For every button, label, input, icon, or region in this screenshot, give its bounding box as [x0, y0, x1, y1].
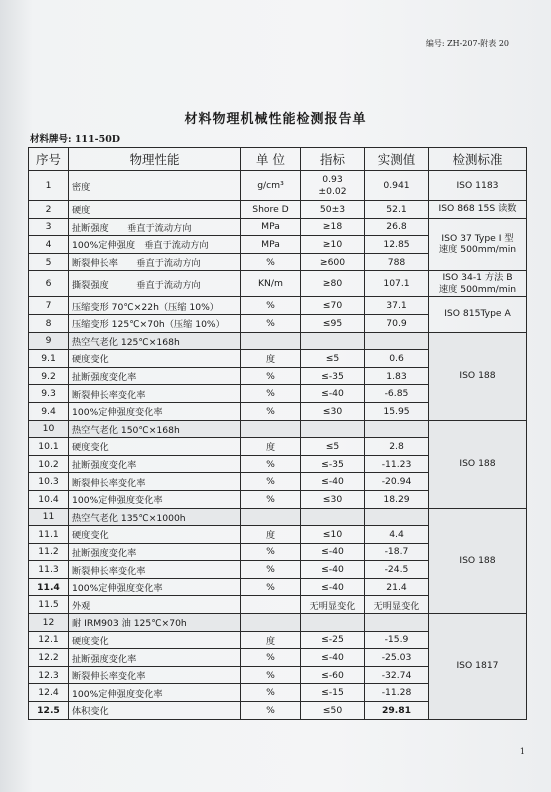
row-number: 11.3 [29, 561, 69, 579]
unit-value: % [241, 314, 301, 332]
property-name: 热空气老化 125℃×168h [69, 332, 241, 350]
property-name: 扯断强度 垂直于流动方向 [69, 218, 241, 236]
specification-value: ≤-35 [301, 455, 365, 473]
column-header-measured: 实测值 [365, 148, 429, 171]
measured-value: -24.5 [365, 561, 429, 579]
page-number: 1 [519, 747, 525, 756]
property-name: 断裂伸长率变化率 [69, 561, 241, 579]
row-number: 12.3 [29, 666, 69, 684]
specification-value: ≤-35 [301, 367, 365, 385]
unit-value: % [241, 473, 301, 491]
test-results-table [28, 147, 527, 720]
measured-value: 26.8 [365, 218, 429, 236]
measured-value: 1.83 [365, 367, 429, 385]
specification-value: ≤5 [301, 350, 365, 368]
measured-value [365, 508, 429, 526]
unit-value: MPa [241, 236, 301, 254]
measured-value: 2.8 [365, 438, 429, 456]
test-standard: ISO 34-1 方法 B 速度 500mm/min [429, 271, 527, 297]
specification-value: ≤-40 [301, 561, 365, 579]
unit-value: % [241, 455, 301, 473]
specification-value: ≤-40 [301, 578, 365, 596]
specification-value: ≥600 [301, 253, 365, 271]
row-number: 12.5 [29, 702, 69, 720]
measured-value: 4.4 [365, 526, 429, 544]
table-row [29, 171, 527, 201]
specification-value [301, 332, 365, 350]
row-number: 11 [29, 508, 69, 526]
section-row [29, 332, 527, 350]
row-number: 12.4 [29, 684, 69, 702]
specification-value: ≤-40 [301, 649, 365, 667]
report-title: 材料物理机械性能检测报告单 [184, 112, 367, 127]
unit-value [241, 596, 301, 614]
measured-value: 52.1 [365, 201, 429, 219]
measured-value: -20.94 [365, 473, 429, 491]
unit-value: % [241, 490, 301, 508]
test-standard: ISO 1817 [429, 614, 527, 720]
row-number: 7 [29, 297, 69, 315]
unit-value [241, 420, 301, 438]
measured-value: -15.9 [365, 631, 429, 649]
measured-value: 107.1 [365, 271, 429, 297]
unit-value: % [241, 649, 301, 667]
row-number: 9.1 [29, 350, 69, 368]
test-standard: ISO 188 [429, 332, 527, 420]
unit-value: % [241, 543, 301, 561]
unit-value: % [241, 666, 301, 684]
unit-value: 度 [241, 631, 301, 649]
property-name: 扯断强度变化率 [69, 649, 241, 667]
unit-value: % [241, 402, 301, 420]
unit-value [241, 332, 301, 350]
property-name: 硬度变化 [69, 526, 241, 544]
table-body [29, 171, 527, 720]
measured-value: 37.1 [365, 297, 429, 315]
property-name: 硬度变化 [69, 631, 241, 649]
specification-value: ≤30 [301, 490, 365, 508]
unit-value: MPa [241, 218, 301, 236]
row-number: 11.5 [29, 596, 69, 614]
property-name: 外观 [69, 596, 241, 614]
section-row [29, 614, 527, 632]
unit-value: % [241, 297, 301, 315]
specification-value: ≤10 [301, 526, 365, 544]
material-grade: 材料牌号: 111-50D [30, 134, 121, 145]
unit-value: % [241, 702, 301, 720]
specification-value: 50±3 [301, 201, 365, 219]
property-name: 压缩变形 125℃×70h（压缩 10%） [69, 314, 241, 332]
unit-value [241, 614, 301, 632]
measured-value: 无明显变化 [365, 596, 429, 614]
property-name: 扯断强度变化率 [69, 455, 241, 473]
property-name: 耐 IRM903 油 125℃×70h [69, 614, 241, 632]
row-number: 12 [29, 614, 69, 632]
measured-value: 70.9 [365, 314, 429, 332]
unit-value: % [241, 684, 301, 702]
specification-value: ≤95 [301, 314, 365, 332]
property-name: 断裂伸长率 垂直于流动方向 [69, 253, 241, 271]
specification-value: ≤50 [301, 702, 365, 720]
specification-value: ≤-60 [301, 666, 365, 684]
row-number: 9.3 [29, 385, 69, 403]
property-name: 硬度变化 [69, 350, 241, 368]
unit-value: 度 [241, 350, 301, 368]
specification-value [301, 614, 365, 632]
unit-value: g/cm³ [241, 171, 301, 201]
row-number: 11.2 [29, 543, 69, 561]
unit-value: Shore D [241, 201, 301, 219]
row-number: 10 [29, 420, 69, 438]
measured-value: 0.6 [365, 350, 429, 368]
row-number: 6 [29, 271, 69, 297]
measured-value: 29.81 [365, 702, 429, 720]
row-number: 10.2 [29, 455, 69, 473]
specification-value [301, 420, 365, 438]
specification-value: ≥18 [301, 218, 365, 236]
unit-value: 度 [241, 526, 301, 544]
measured-value [365, 614, 429, 632]
section-row [29, 508, 527, 526]
test-standard: ISO 868 15S 读数 [429, 201, 527, 219]
test-standard: ISO 37 Type I 型 速度 500mm/min [429, 218, 527, 271]
property-name: 密度 [69, 171, 241, 201]
table-row [29, 218, 527, 236]
unit-value: 度 [241, 438, 301, 456]
unit-value [241, 508, 301, 526]
property-name: 扯断强度变化率 [69, 367, 241, 385]
property-name: 断裂伸长率变化率 [69, 666, 241, 684]
column-header-property: 物理性能 [69, 148, 241, 171]
specification-value: ≤-40 [301, 473, 365, 491]
property-name: 100%定伸强度变化率 [69, 490, 241, 508]
column-header-unit: 单 位 [241, 148, 301, 171]
column-header-standard: 检测标准 [429, 148, 527, 171]
table-header-row [29, 148, 527, 171]
test-standard: ISO 188 [429, 420, 527, 508]
specification-value: ≤-40 [301, 543, 365, 561]
property-name: 热空气老化 135℃×1000h [69, 508, 241, 526]
measured-value: 18.29 [365, 490, 429, 508]
row-number: 3 [29, 218, 69, 236]
measured-value: 12.85 [365, 236, 429, 254]
measured-value: -18.7 [365, 543, 429, 561]
unit-value: % [241, 578, 301, 596]
measured-value: -6.85 [365, 385, 429, 403]
property-name: 热空气老化 150℃×168h [69, 420, 241, 438]
row-number: 4 [29, 236, 69, 254]
row-number: 9.4 [29, 402, 69, 420]
measured-value: -11.28 [365, 684, 429, 702]
specification-value [301, 508, 365, 526]
property-name: 100%定伸强度 垂直于流动方向 [69, 236, 241, 254]
row-number: 10.1 [29, 438, 69, 456]
specification-value: ≤-25 [301, 631, 365, 649]
property-name: 断裂伸长率变化率 [69, 385, 241, 403]
row-number: 5 [29, 253, 69, 271]
specification-value: ≥10 [301, 236, 365, 254]
unit-value: % [241, 253, 301, 271]
specification-value: ≤30 [301, 402, 365, 420]
property-name: 压缩变形 70℃×22h（压缩 10%） [69, 297, 241, 315]
property-name: 硬度 [69, 201, 241, 219]
row-number: 10.4 [29, 490, 69, 508]
measured-value: -25.03 [365, 649, 429, 667]
property-name: 断裂伸长率变化率 [69, 473, 241, 491]
specification-value: ≥80 [301, 271, 365, 297]
specification-value: ≤5 [301, 438, 365, 456]
measured-value: -11.23 [365, 455, 429, 473]
property-name: 100%定伸强度变化率 [69, 402, 241, 420]
row-number: 9.2 [29, 367, 69, 385]
property-name: 100%定伸强度变化率 [69, 684, 241, 702]
column-header-spec: 指标 [301, 148, 365, 171]
unit-value: KN/m [241, 271, 301, 297]
row-number: 10.3 [29, 473, 69, 491]
measured-value: 0.941 [365, 171, 429, 201]
row-number: 2 [29, 201, 69, 219]
property-name: 扯断强度变化率 [69, 543, 241, 561]
specification-value: ≤-40 [301, 385, 365, 403]
unit-value: % [241, 385, 301, 403]
table-row [29, 297, 527, 315]
row-number: 12.2 [29, 649, 69, 667]
unit-value: % [241, 367, 301, 385]
section-row [29, 420, 527, 438]
specification-value: ≤-15 [301, 684, 365, 702]
row-number: 9 [29, 332, 69, 350]
specification-value: 无明显变化 [301, 596, 365, 614]
measured-value: 21.4 [365, 578, 429, 596]
specification-value: 0.93 ±0.02 [301, 171, 365, 201]
property-name: 100%定伸强度变化率 [69, 578, 241, 596]
column-header-no: 序号 [29, 148, 69, 171]
row-number: 8 [29, 314, 69, 332]
row-number: 1 [29, 171, 69, 201]
test-standard: ISO 188 [429, 508, 527, 614]
measured-value [365, 332, 429, 350]
row-number: 12.1 [29, 631, 69, 649]
unit-value: % [241, 561, 301, 579]
property-name: 硬度变化 [69, 438, 241, 456]
table-row [29, 271, 527, 297]
document-number: 编号: ZH-207-附表 20 [425, 39, 509, 48]
test-standard: ISO 1183 [429, 171, 527, 201]
measured-value: 15.95 [365, 402, 429, 420]
row-number: 11.1 [29, 526, 69, 544]
test-standard: ISO 815Type A [429, 297, 527, 332]
property-name: 撕裂强度 垂直于流动方向 [69, 271, 241, 297]
specification-value: ≤70 [301, 297, 365, 315]
measured-value: -32.74 [365, 666, 429, 684]
measured-value: 788 [365, 253, 429, 271]
property-name: 体积变化 [69, 702, 241, 720]
table-row [29, 201, 527, 219]
measured-value [365, 420, 429, 438]
row-number: 11.4 [29, 578, 69, 596]
